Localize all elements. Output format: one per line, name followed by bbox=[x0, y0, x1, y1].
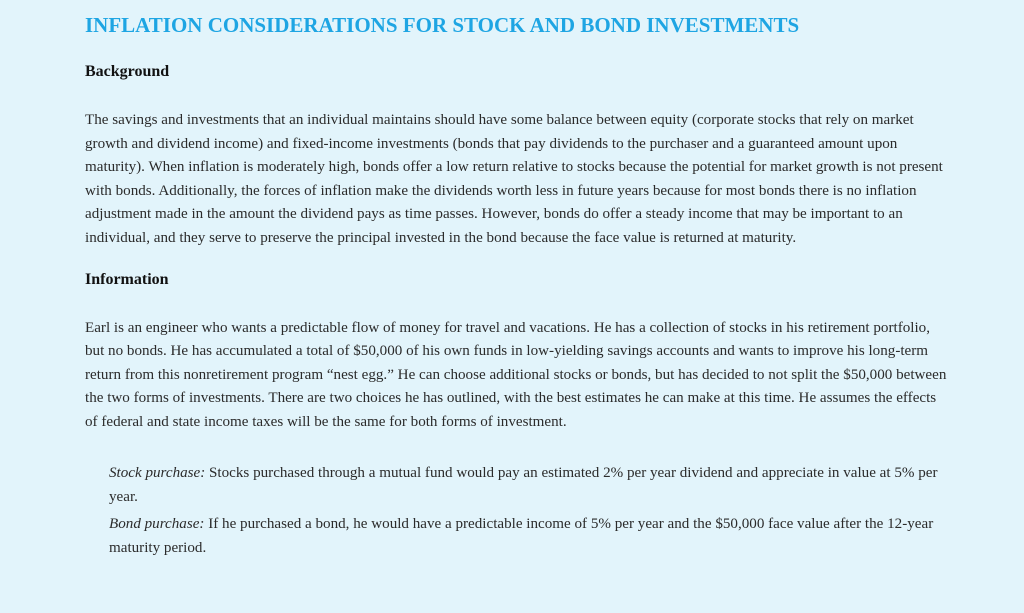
background-heading: Background bbox=[85, 63, 170, 80]
information-heading: Information bbox=[85, 270, 169, 288]
information-paragraph: Earl is an engineer who wants a predictable flow of money for travel and vacations. He has a collection of stocks in his retirement portfolio, but no bonds. He has accumulated a total of $50,000 of his own funds in low-yielding savings accounts and wants to improve his long-term return from this nonretirement program “nest egg.” He can choose additional stocks or bonds, but has decided to not split the $50,000 between the two forms of investments. There are two choices he has outlined, with the best estimates he can make at this time. He assumes the effects of federal and state income taxes will be the same for both forms of investment. bbox=[85, 319, 947, 430]
stock-purchase-choice bbox=[109, 461, 950, 509]
document-title: INFLATION CONSIDERATIONS FOR STOCK AND BOND INVESTMENTS bbox=[85, 13, 800, 37]
investment-choices bbox=[85, 461, 950, 560]
background-paragraph: The savings and investments that an individual maintains should have some balance between equity (corporate stocks that rely on market growth and dividend income) and fixed-income investments (bonds that pay dividends to the purchaser and a guaranteed amount upon maturity). When inflation is moderately high, bonds offer a low return relative to stocks because the potential for market growth is not present with bonds. Additionally, the forces of inflation make the dividends worth less in future years because for most bonds there is no inflation adjustment made in the amount the dividend pays as time passes. However, bonds do offer a steady income that may be important to an individual, and they serve to preserve the principal invested in the bond because the face value is returned at maturity. bbox=[85, 112, 943, 246]
choice-lead: Stock purchase: bbox=[109, 464, 206, 481]
choice-text: Stocks purchased through a mutual fund would pay an estimated 2% per year dividend and appreciate in value at 5% per year. bbox=[109, 464, 938, 505]
choice-lead: Bond purchase: bbox=[109, 515, 205, 532]
choice-text: If he purchased a bond, he would have a predictable income of 5% per year and the $50,000 face value after the 12-year maturity period. bbox=[109, 515, 934, 556]
bond-purchase-choice bbox=[109, 512, 950, 560]
